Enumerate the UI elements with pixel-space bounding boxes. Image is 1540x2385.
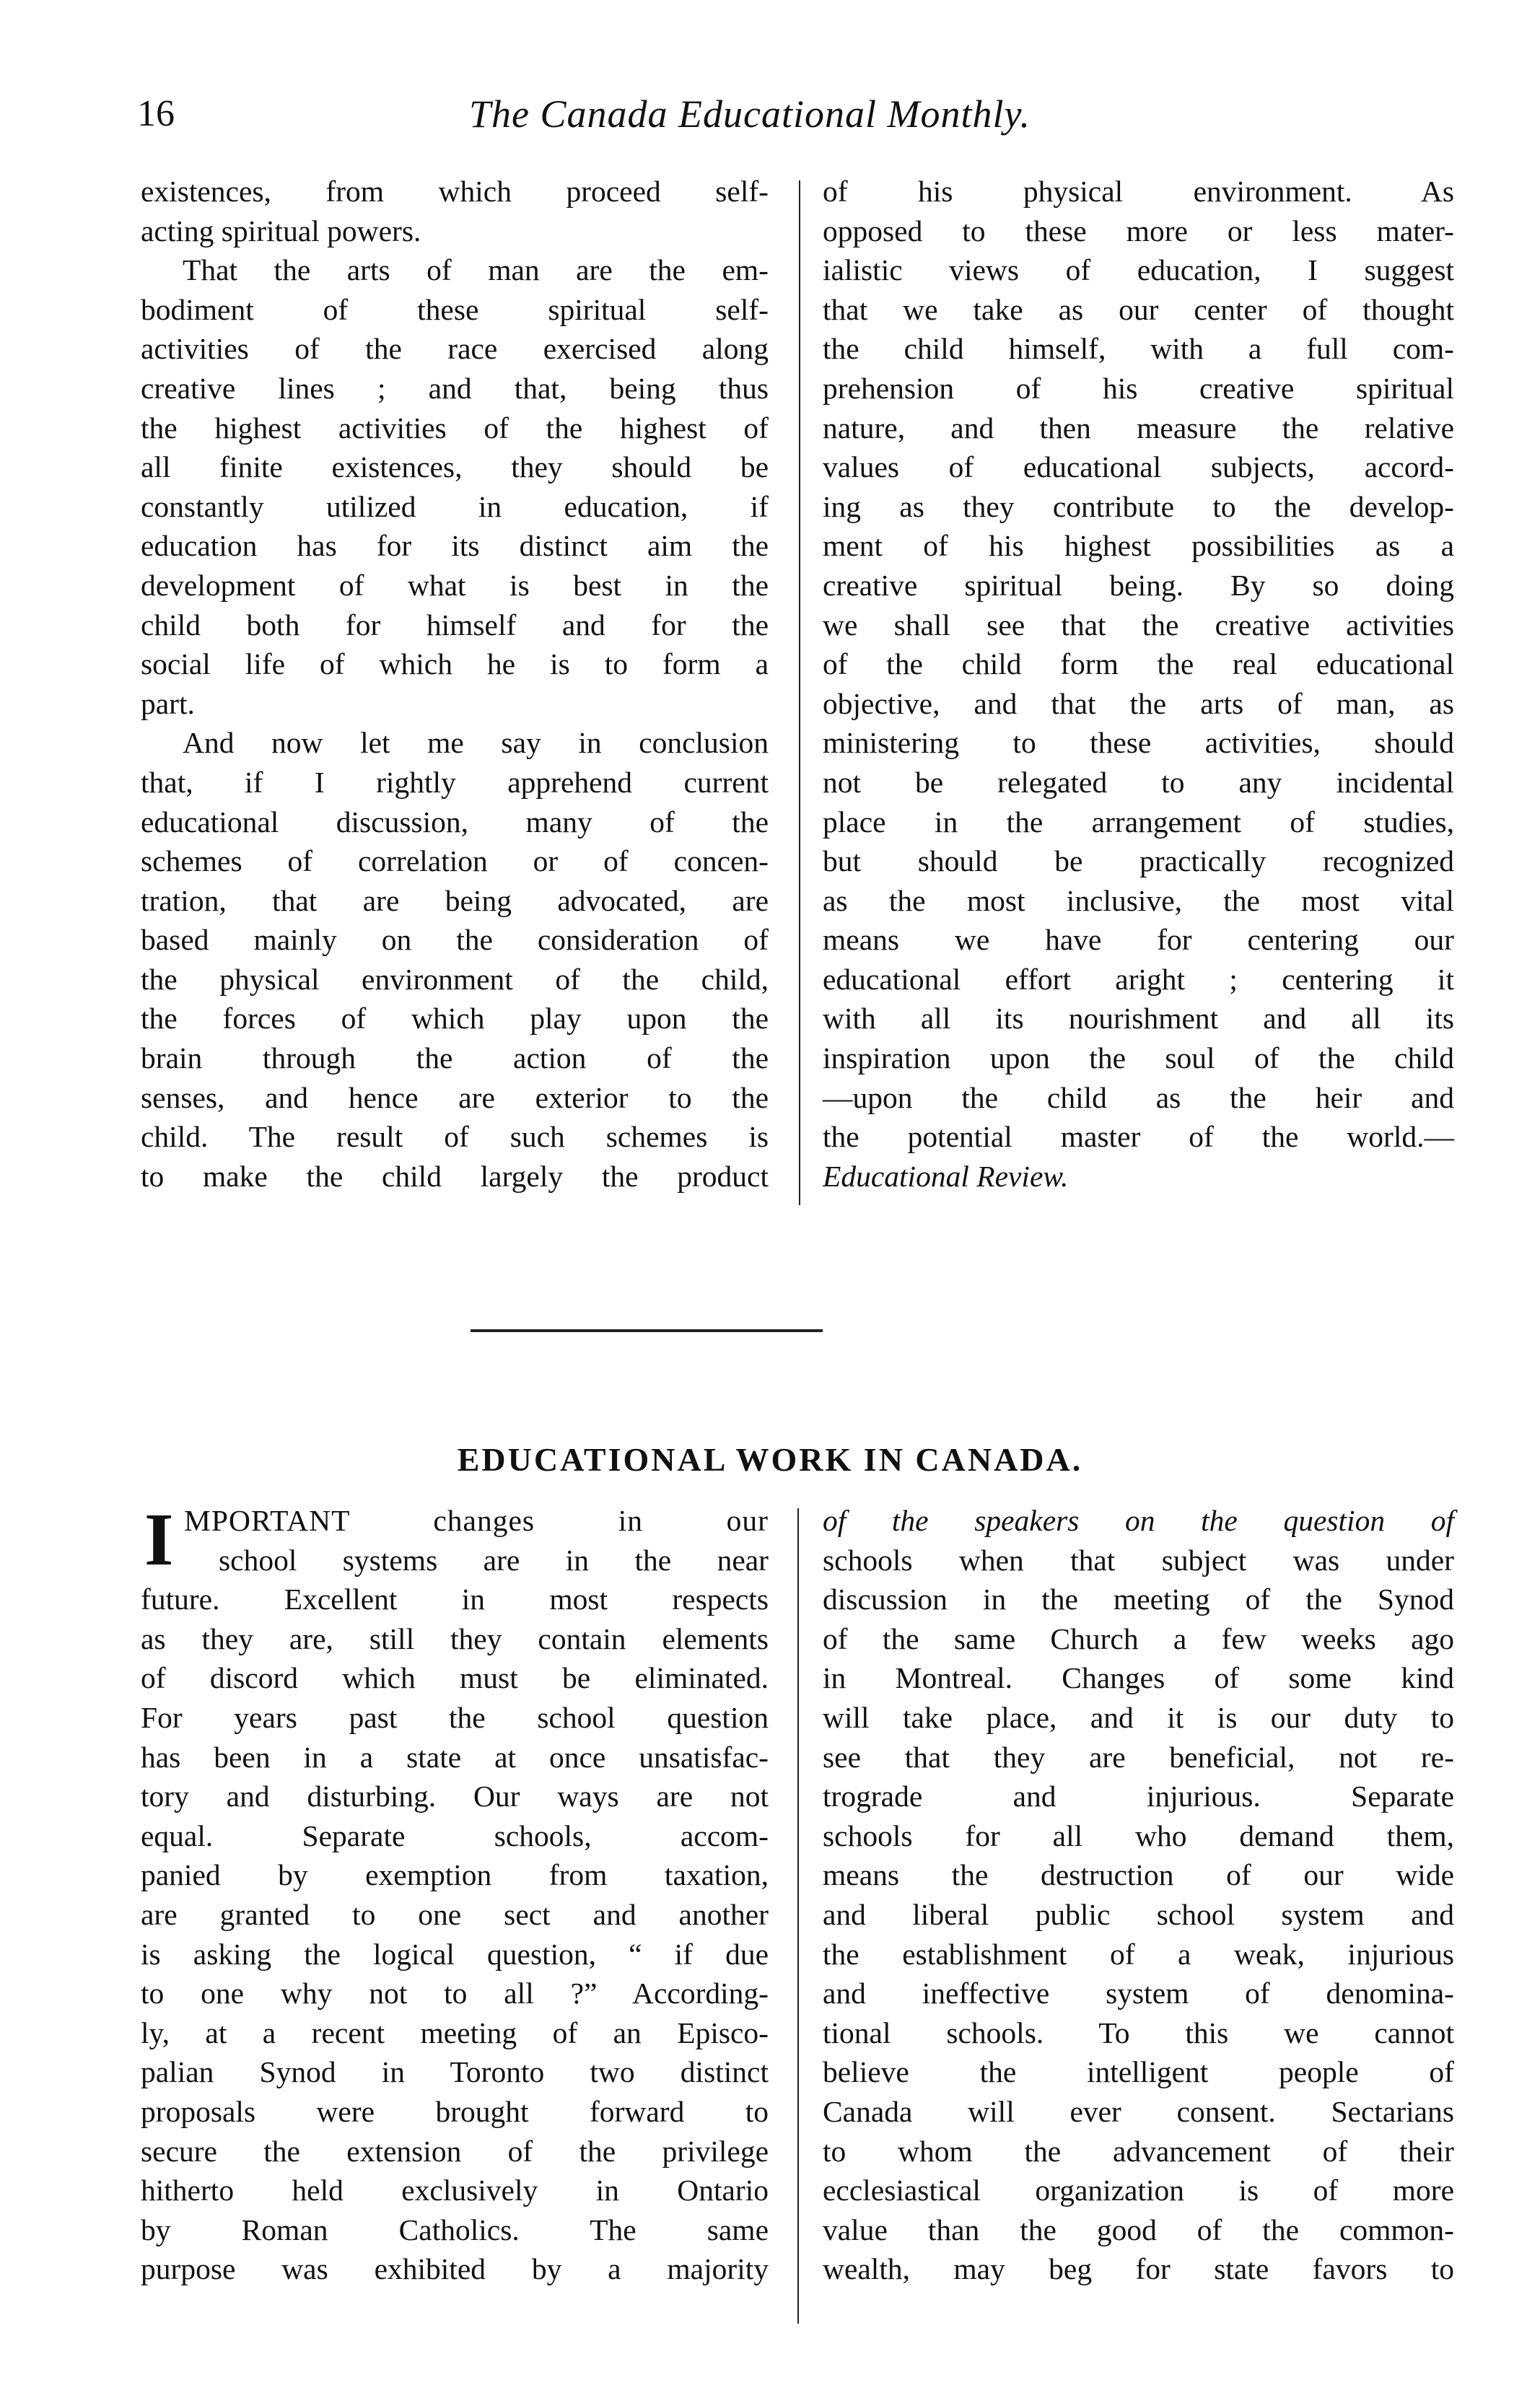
text-line: not be relegated to any incidental bbox=[823, 765, 1454, 799]
text-line: nature, and then measure the relative bbox=[823, 411, 1454, 445]
text-line: with all its nourishment and all its bbox=[823, 1002, 1454, 1036]
text-line: MPORTANT changes in our bbox=[184, 1504, 769, 1537]
article-2-right-column bbox=[823, 1501, 1454, 2289]
text-line: means we have for centering our bbox=[823, 923, 1454, 957]
text-line: to whom the advancement of their bbox=[823, 2134, 1454, 2168]
text-line: opposed to these more or less mater- bbox=[823, 214, 1454, 248]
text-line: to one why not to all ?” According- bbox=[141, 1977, 769, 2010]
text-line: inspiration upon the soul of the child bbox=[823, 1041, 1454, 1075]
text-line: schools for all who demand them, bbox=[823, 1819, 1454, 1852]
text-line: child. The result of such schemes is bbox=[141, 1120, 769, 1154]
text-line: brain through the action of the bbox=[141, 1041, 769, 1075]
text-line: are granted to one sect and another bbox=[141, 1897, 769, 1931]
text-line: but should be practically recognized bbox=[823, 844, 1454, 878]
text-line: constantly utilized in education, if bbox=[141, 489, 769, 523]
text-line: future. Excellent in most respects bbox=[141, 1583, 769, 1616]
text-line: objective, and that the arts of man, as bbox=[823, 686, 1454, 720]
text-line: values of educational subjects, accord- bbox=[823, 450, 1454, 484]
text-line: discussion in the meeting of the Synod bbox=[823, 1583, 1454, 1616]
text-line: child both for himself and for the bbox=[141, 608, 769, 642]
text-line: of discord which must be eliminated. bbox=[141, 1661, 769, 1695]
text-line: educational discussion, many of the bbox=[141, 805, 769, 839]
text-line: to make the child largely the product bbox=[141, 1159, 769, 1193]
text-line: of the same Church a few weeks ago bbox=[823, 1622, 1454, 1655]
text-line: That the arts of man are the em- bbox=[183, 253, 769, 287]
text-line: creative spiritual being. By so doing bbox=[823, 568, 1454, 602]
text-line: existences, from which proceed self- bbox=[141, 175, 769, 208]
running-head bbox=[137, 85, 1436, 143]
text-line: tration, that are being advocated, are bbox=[141, 883, 769, 917]
journal-title: The Canada Educational Monthly. bbox=[469, 92, 1031, 136]
text-line: part. bbox=[141, 686, 195, 720]
text-line: means the destruction of our wide bbox=[823, 1858, 1454, 1892]
column-divider bbox=[797, 1508, 799, 2324]
text-line: education has for its distinct aim the bbox=[141, 529, 769, 563]
text-line: ministering to these activities, should bbox=[823, 726, 1454, 760]
text-line: has been in a state at once unsatisfac- bbox=[141, 1740, 769, 1774]
source-credit: Educational Review. bbox=[823, 1159, 1069, 1193]
text-line: we shall see that the creative activities bbox=[823, 608, 1454, 642]
text-line: the forces of which play upon the bbox=[141, 1002, 769, 1036]
text-line: acting spiritual powers. bbox=[141, 214, 421, 248]
drop-cap: I bbox=[144, 1498, 174, 1581]
text-line: school systems are in the near bbox=[219, 1543, 769, 1577]
text-line: equal. Separate schools, accom- bbox=[141, 1819, 769, 1852]
page-number: 16 bbox=[137, 93, 175, 134]
text-line: development of what is best in the bbox=[141, 568, 769, 602]
article-1-right-column bbox=[823, 172, 1454, 1196]
text-line: ly, at a recent meeting of an Episco- bbox=[141, 2016, 769, 2049]
text-line: will take place, and it is our duty to bbox=[823, 1700, 1454, 1734]
article-heading: EDUCATIONAL WORK IN CANADA. bbox=[457, 1441, 1083, 1479]
text-line: Canada will ever consent. Sectarians bbox=[823, 2094, 1454, 2128]
text-line: see that they are beneficial, not re- bbox=[823, 1740, 1454, 1774]
text-line: the child himself, with a full com- bbox=[823, 332, 1454, 366]
text-line: as they are, still they contain elements bbox=[141, 1622, 769, 1655]
section-divider bbox=[641, 1329, 823, 1332]
text-line: wealth, may beg for state favors to bbox=[823, 2252, 1454, 2286]
text-line: educational effort aright ; centering it bbox=[823, 962, 1454, 996]
text-line: social life of which he is to form a bbox=[141, 647, 769, 681]
text-line: purpose was exhibited by a majority bbox=[141, 2252, 769, 2286]
text-line: And now let me say in conclusion bbox=[183, 726, 769, 760]
text-line: based mainly on the consideration of bbox=[141, 923, 769, 957]
text-line: as the most inclusive, the most vital bbox=[823, 883, 1454, 917]
text-line: and liberal public school system and bbox=[823, 1897, 1454, 1931]
text-line: is asking the logical question, “ if due bbox=[141, 1937, 769, 1971]
section-divider bbox=[471, 1329, 641, 1332]
text-line: hitherto held exclusively in Ontario bbox=[141, 2174, 769, 2207]
text-line: the physical environment of the child, bbox=[141, 962, 769, 996]
text-line: ecclesiastical organization is of more bbox=[823, 2174, 1454, 2207]
article-1-left-column bbox=[141, 172, 769, 1196]
text-line: bodiment of these spiritual self- bbox=[141, 292, 769, 326]
text-line: place in the arrangement of studies, bbox=[823, 805, 1454, 839]
text-line: For years past the school question bbox=[141, 1700, 769, 1734]
text-line: —upon the child as the heir and bbox=[823, 1080, 1454, 1114]
column-divider bbox=[799, 180, 800, 1205]
text-line: that we take as our center of thought bbox=[823, 292, 1454, 326]
text-line: senses, and hence are exterior to the bbox=[141, 1080, 769, 1114]
text-line: tory and disturbing. Our ways are not bbox=[141, 1780, 769, 1813]
text-line: ing as they contribute to the develop- bbox=[823, 489, 1454, 523]
text-line: the establishment of a weak, injurious bbox=[823, 1937, 1454, 1971]
text-line: activities of the race exercised along bbox=[141, 332, 769, 366]
text-line: palian Synod in Toronto two distinct bbox=[141, 2055, 769, 2089]
text-line: ialistic views of education, I suggest bbox=[823, 253, 1454, 287]
text-line: the potential master of the world.— bbox=[823, 1120, 1454, 1154]
text-line: panied by exemption from taxation, bbox=[141, 1858, 769, 1892]
text-line: believe the intelligent people of bbox=[823, 2055, 1454, 2089]
text-line: secure the extension of the privilege bbox=[141, 2134, 769, 2168]
text-line: trograde and injurious. Separate bbox=[823, 1780, 1454, 1813]
text-line: value than the good of the common- bbox=[823, 2213, 1454, 2246]
text-line: all finite existences, they should be bbox=[141, 450, 769, 484]
text-line: by Roman Catholics. The same bbox=[141, 2213, 769, 2246]
text-line: that, if I rightly apprehend current bbox=[141, 765, 769, 799]
text-line: tional schools. To this we cannot bbox=[823, 2016, 1454, 2049]
text-line: creative lines ; and that, being thus bbox=[141, 371, 769, 405]
text-line: schemes of correlation or of concen- bbox=[141, 844, 769, 878]
text-line: in Montreal. Changes of some kind bbox=[823, 1661, 1454, 1695]
text-line: proposals were brought forward to bbox=[141, 2094, 769, 2128]
text-line: prehension of his creative spiritual bbox=[823, 371, 1454, 405]
article-2-left-column bbox=[141, 1498, 769, 2289]
text-line: of the child form the real educational bbox=[823, 647, 1454, 681]
text-line: of his physical environment. As bbox=[823, 175, 1454, 208]
text-line: schools when that subject was under bbox=[823, 1543, 1454, 1577]
text-line: the highest activities of the highest of bbox=[141, 411, 769, 445]
text-line: of the speakers on the question of bbox=[823, 1504, 1454, 1537]
text-line: and ineffective system of denomina- bbox=[823, 1977, 1454, 2010]
text-line: ment of his highest possibilities as a bbox=[823, 529, 1454, 563]
